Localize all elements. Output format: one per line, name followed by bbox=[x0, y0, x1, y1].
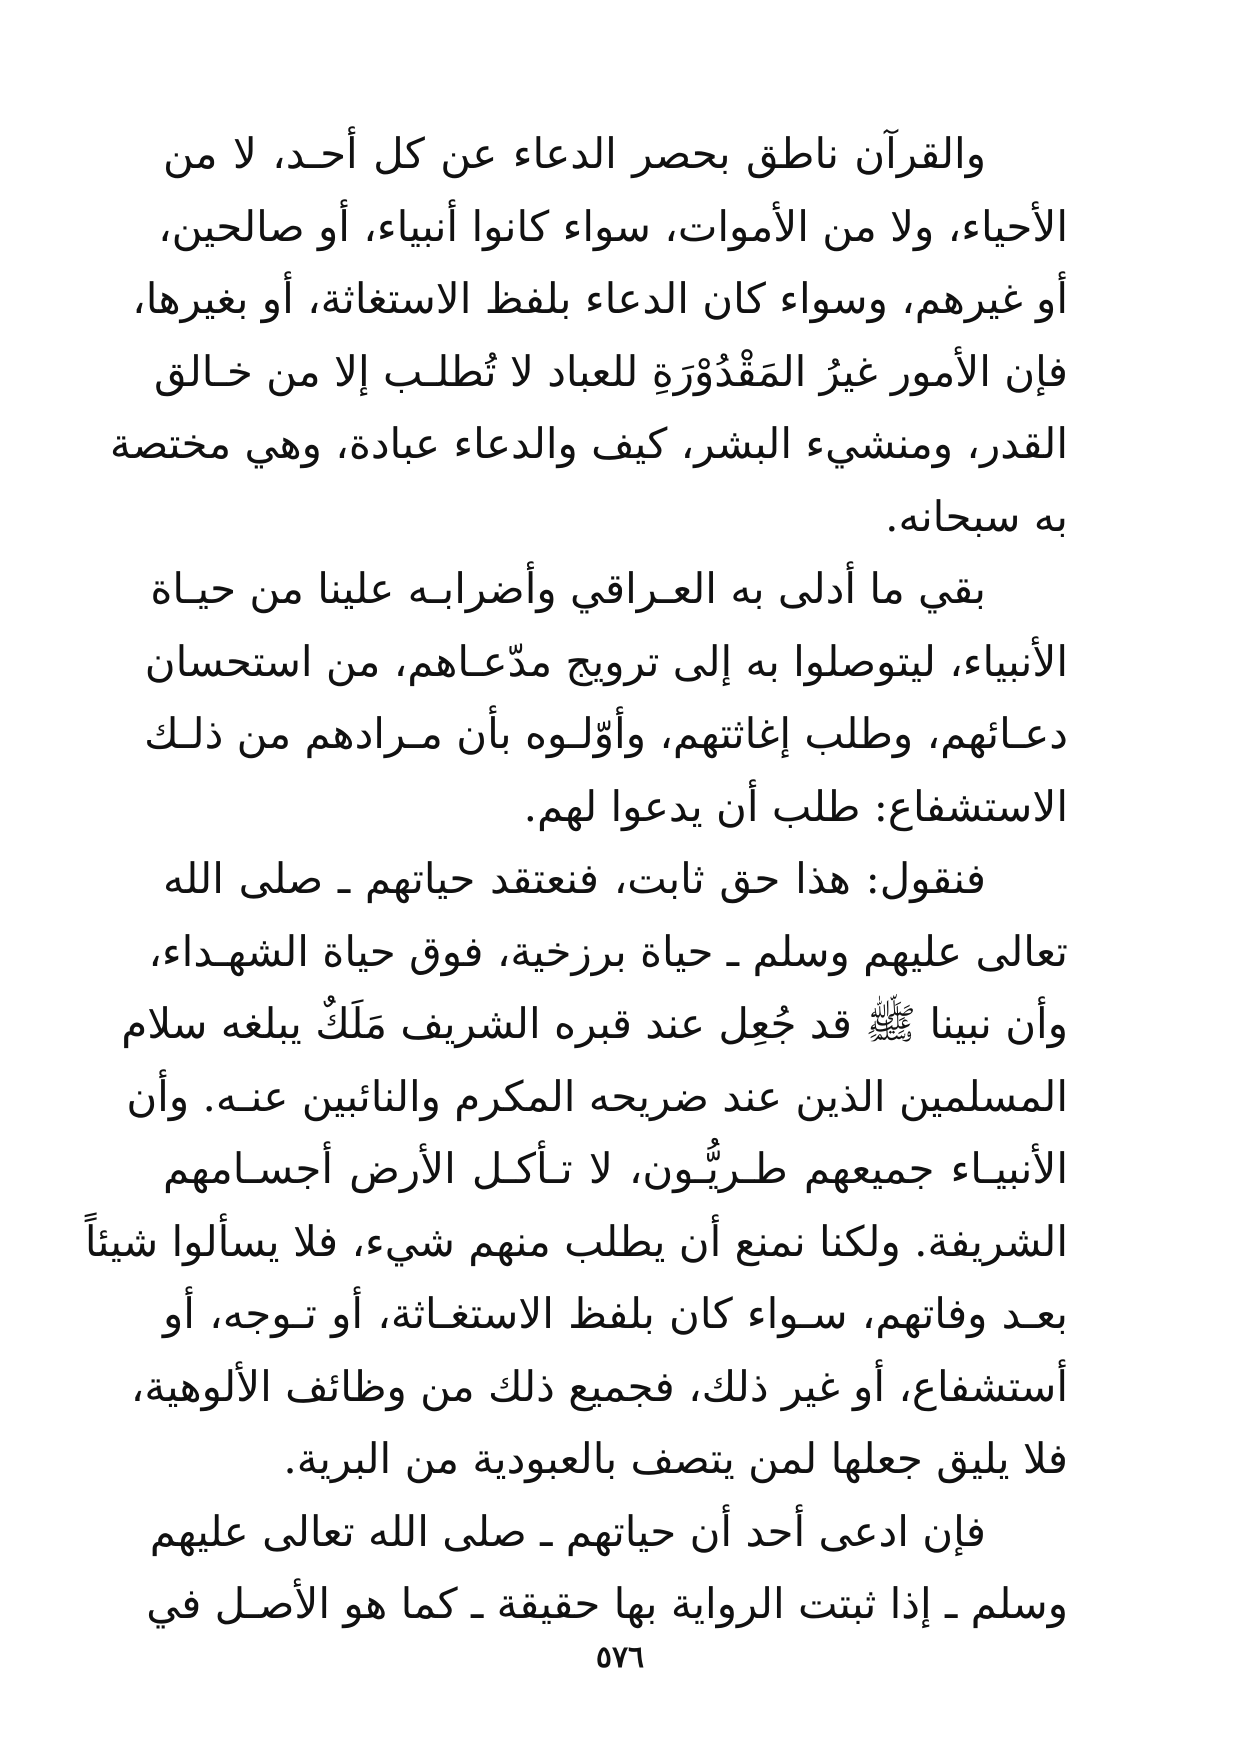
text-line: الأحياء، ولا من الأموات، سواء كانوا أنبياء، أو صالحين، bbox=[158, 201, 1068, 251]
text-line: القدر، ومنشيء البشر، كيف والدعاء عبادة، وهي مختصة bbox=[109, 419, 1068, 468]
text-line: فنقول: هذا حق ثابت، فنعتقد حياتهم ـ صلى الله bbox=[163, 854, 986, 903]
text-line: أو غيرهم، وسواء كان الدعاء بلفظ الاستغاثة، أو بغيرها، bbox=[132, 274, 1068, 323]
page-number: ٥٧٦ bbox=[595, 1640, 645, 1675]
text-line: الشريفة. ولكنا نمنع أن يطلب منهم شيء، فلا يسألوا شيئاً bbox=[84, 1216, 1068, 1266]
text-line: فإن الأمور غيرُ المَقْدُوْرَةِ للعباد لا تُطلـب إلا من خـالق bbox=[153, 346, 1068, 396]
text-line: الاستشفاع: طلب أن يدعوا لهم. bbox=[523, 781, 1068, 831]
paragraph bbox=[109, 118, 1068, 553]
text-line: به سبحانه. bbox=[885, 491, 1068, 541]
text-line: المسلمين الذين عند ضريحه المكرم والنائبين عنـه. وأن bbox=[126, 1071, 1068, 1121]
text-line: الأنبياء، ليتوصلوا به إلى ترويج مدّعـاهم، من استحسان bbox=[144, 636, 1068, 686]
text-line: أستشفاع، أو غير ذلك، فجميع ذلك من وظائف الألوهية، bbox=[130, 1361, 1068, 1411]
text-line: فلا يليق جعلها لمن يتصف بالعبودية من البرية. bbox=[283, 1434, 1068, 1483]
page-body bbox=[84, 118, 1068, 1641]
text-line: فإن ادعى أحد أن حياتهم ـ صلى الله تعالى عليهم bbox=[149, 1506, 986, 1556]
text-line: بعـد وفاتهم، سـواء كان بلفظ الاستغـاثة، أو تـوجه، أو bbox=[163, 1289, 1068, 1338]
text-line: وأن نبينا ﷺ قد جُعِل عند قبره الشريف مَلَكٌ يبلغه سلام bbox=[121, 999, 1068, 1048]
text-line: والقرآن ناطق بحصر الدعاء عن كل أحـد، لا من bbox=[163, 129, 986, 178]
paragraph bbox=[144, 553, 1068, 843]
text-line: تعالى عليهم وسلم ـ حياة برزخية، فوق حياة الشهـداء، bbox=[148, 926, 1068, 976]
text-line: دعـائهم، وطلب إغاثتهم، وأوّلـوه بأن مـرادهم من ذلـك bbox=[144, 709, 1068, 758]
paragraph bbox=[146, 1496, 1068, 1641]
text-line: الأنبيـاء جميعهم طـريُّـون، لا تـأكـل الأرض أجسـامهم bbox=[163, 1144, 1068, 1193]
text-line: وسلم ـ إذا ثبتت الرواية بها حقيقة ـ كما هو الأصـل في bbox=[146, 1579, 1068, 1628]
text-line: بقي ما أدلى به العـراقي وأضرابـه علينا من حيـاة bbox=[150, 564, 986, 613]
paragraph bbox=[84, 843, 1068, 1496]
